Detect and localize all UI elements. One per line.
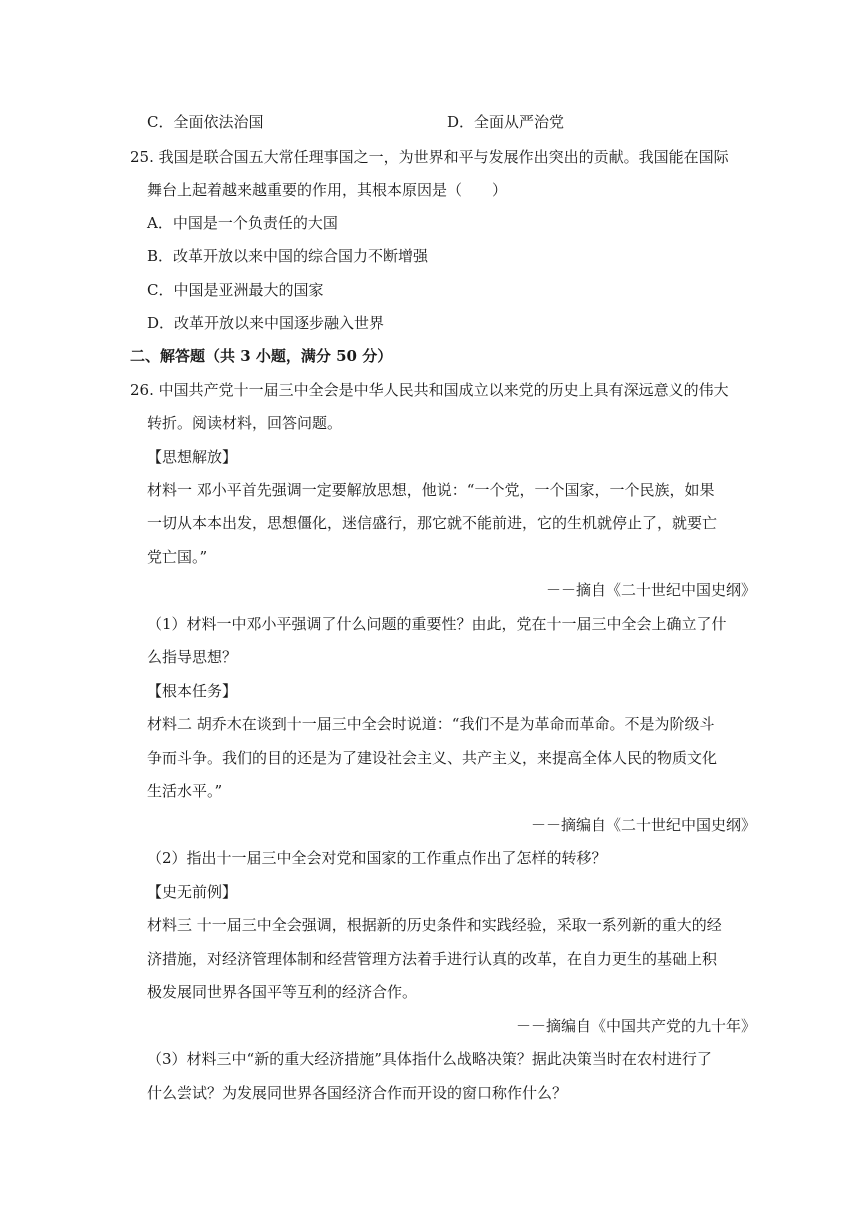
part3-source: －－摘编自《中国共产党的九十年》 xyxy=(515,1017,756,1035)
part2-material-line1: 材料二 胡乔木在谈到十一届三中全会时说道：“我们不是为革命而革命。不是为阶级斗 xyxy=(147,715,715,733)
q25-option-b: B．改革开放以来中国的综合国力不断增强 xyxy=(147,247,429,265)
q25-stem-line2: 舞台上起着越来越重要的作用，其根本原因是（ ） xyxy=(147,181,508,199)
part3-question-line1: （3）材料三中“新的重大经济措施”具体指什么战略决策？据此决策当时在农村进行了 xyxy=(147,1050,712,1068)
part3-material-line1: 材料三 十一届三中全会强调，根据新的历史条件和实践经验，采取一系列新的重大的经 xyxy=(147,916,722,934)
section-heading: 二、解答题（共 3 小题，满分 50 分） xyxy=(130,347,393,365)
q25-option-a: A．中国是一个负责任的大国 xyxy=(147,214,338,232)
q25-stem-line1: 25. 我国是联合国五大常任理事国之一，为世界和平与发展作出突出的贡献。我国能在国际 xyxy=(130,148,729,166)
part3-question-line2: 什么尝试？为发展同世界各国经济合作而开设的窗口称作什么？ xyxy=(147,1084,568,1102)
part1-question-line1: （1）材料一中邓小平强调了什么问题的重要性？由此，党在十一届三中全会上确立了什 xyxy=(147,615,727,633)
part3-material-line3: 极发展同世界各国平等互利的经济合作。 xyxy=(147,983,418,1001)
q25-option-d: D．改革开放以来中国逐步融入世界 xyxy=(147,314,385,332)
part1-title: 【思想解放】 xyxy=(147,448,238,466)
q26-stem-line1: 26. 中国共产党十一届三中全会是中华人民共和国成立以来党的历史上具有深远意义的伟大 xyxy=(130,381,729,399)
q24-option-c: C．全面依法治国 xyxy=(147,113,264,131)
part1-question-line2: 么指导思想？ xyxy=(147,648,238,666)
q25-option-c: C．中国是亚洲最大的国家 xyxy=(147,281,324,299)
q26-stem-line2: 转折。阅读材料，回答问题。 xyxy=(147,414,343,432)
q24-option-d: D．全面从严治党 xyxy=(447,113,565,131)
part2-source: －－摘编自《二十世纪中国史纲》 xyxy=(530,816,756,834)
part3-title: 【史无前例】 xyxy=(147,883,238,901)
part1-material-line1: 材料一 邓小平首先强调一定要解放思想，他说：“一个党，一个国家，一个民族，如果 xyxy=(147,481,715,499)
part1-material-line2: 一切从本本出发，思想僵化，迷信盛行，那它就不能前进，它的生机就停止了，就要亡 xyxy=(147,514,718,532)
part1-material-line3: 党亡国。” xyxy=(147,548,208,566)
part2-title: 【根本任务】 xyxy=(147,682,238,700)
part2-material-line2: 争而斗争。我们的目的还是为了建设社会主义、共产主义，来提高全体人民的物质文化 xyxy=(147,749,718,767)
part3-material-line2: 济措施，对经济管理体制和经营管理方法着手进行认真的改革，在自力更生的基础上积 xyxy=(147,950,718,968)
part2-question-line1: （2）指出十一届三中全会对党和国家的工作重点作出了怎样的转移？ xyxy=(147,849,607,867)
part2-material-line3: 生活水平。” xyxy=(147,782,223,800)
part1-source: －－摘自《二十世纪中国史纲》 xyxy=(545,581,756,599)
